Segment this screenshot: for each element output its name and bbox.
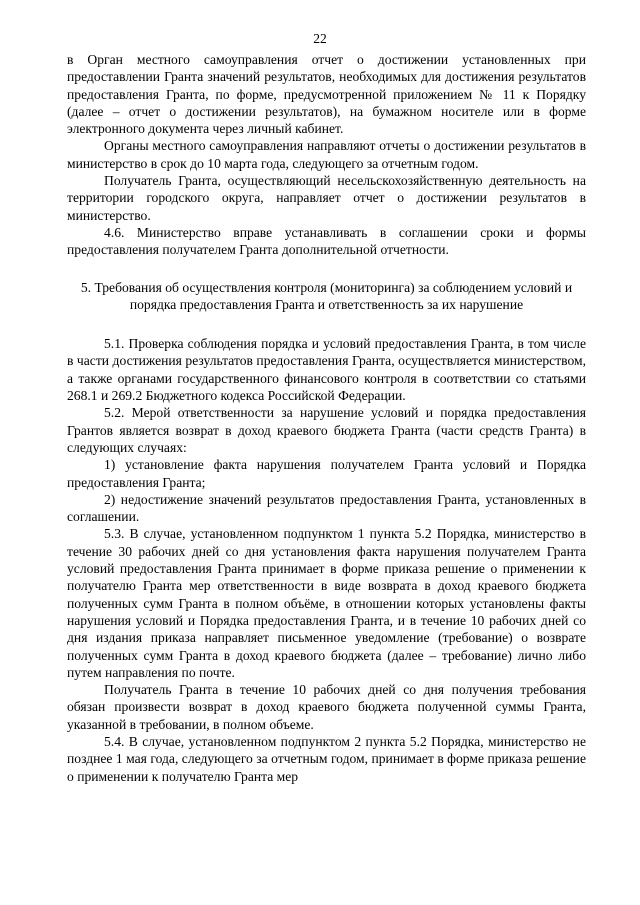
paragraph-5-2-item-1: 1) установление факта нарушения получателем Гранта условий и Порядка предоставления Гранта; — [67, 457, 586, 490]
paragraph-local-authorities: Органы местного самоуправления направляют отчеты о достижении результатов в министерство в срок до 10 марта года, следующего за отчетным годом. — [67, 138, 586, 171]
page-number: 22 — [313, 31, 327, 46]
paragraph-non-agricultural-recipient: Получатель Гранта, осуществляющий несельскохозяйственную деятельность на территории городского округа, направляет отчет о достижении результатов в министерство. — [67, 173, 586, 223]
paragraph-report-submission: в Орган местного самоуправления отчет о достижении установленных при предоставлении Гранта значений результатов, необходимых для достижения результатов предоставления Гранта, по форме, предусмотренной приложением № 11 к Порядку (далее – отчет о достижении результатов), на бумажном носителе или в форме электронного документа через личный кабинет. — [67, 52, 586, 137]
section-5-heading: 5. Требования об осуществления контроля (мониторинга) за соблюдением условий и порядка предоставления Гранта и ответственность за их нарушение — [80, 279, 573, 312]
paragraph-return-obligation: Получатель Гранта в течение 10 рабочих дней со дня получения требования обязан произвести возврат в доход краевого бюджета полученной суммы Гранта, указанной в требовании, в полном объеме. — [67, 682, 586, 732]
paragraph-5-2: 5.2. Мерой ответственности за нарушение условий и порядка предоставления Грантов является возврат в доход краевого бюджета Гранта (части средств Гранта) в следующих случаях: — [67, 405, 586, 455]
paragraph-5-1: 5.1. Проверка соблюдения порядка и условий предоставления Гранта, в том числе в части достижения результатов предоставления Гранта, осуществляется министерством, а также органами государственного финансового контроля в соответствии со статьями 268.1 и 269.2 Бюджетного кодекса Российской Федерации. — [67, 336, 586, 404]
document-body — [67, 51, 586, 785]
paragraph-4-6: 4.6. Министерство вправе устанавливать в соглашении сроки и формы предоставления получателем Гранта дополнительной отчетности. — [67, 224, 586, 258]
paragraph-5-3: 5.3. В случае, установленном подпунктом 1 пункта 5.2 Порядка, министерство в течение 30 рабочих дней со дня установления факта нарушения получателем Гранта условий предоставления Гранта принимает в форме приказа решение о применении к получателю Гранта мер ответственности в виде возврата в доход краевого бюджета полученных сумм Гранта в полном объёме, в отношении которых установлены факты нарушения условий и Порядка предоставления Гранта, и в течение 10 рабочих дней со дня издания приказа направляет письменное уведомление (требование) о возврате полученных сумм Гранта в доход краевого бюджета (далее – требование) лично либо путем направления по почте. — [67, 526, 586, 680]
paragraph-5-2-item-2: 2) недостижение значений результатов предоставления Гранта, установленных в соглашении. — [67, 491, 586, 525]
paragraph-5-4: 5.4. В случае, установленном подпунктом 2 пункта 5.2 Порядка, министерство не позднее 1 мая года, следующего за отчетным годом, принимает в форме приказа решение о применении к получателю Гранта мер — [67, 733, 586, 784]
